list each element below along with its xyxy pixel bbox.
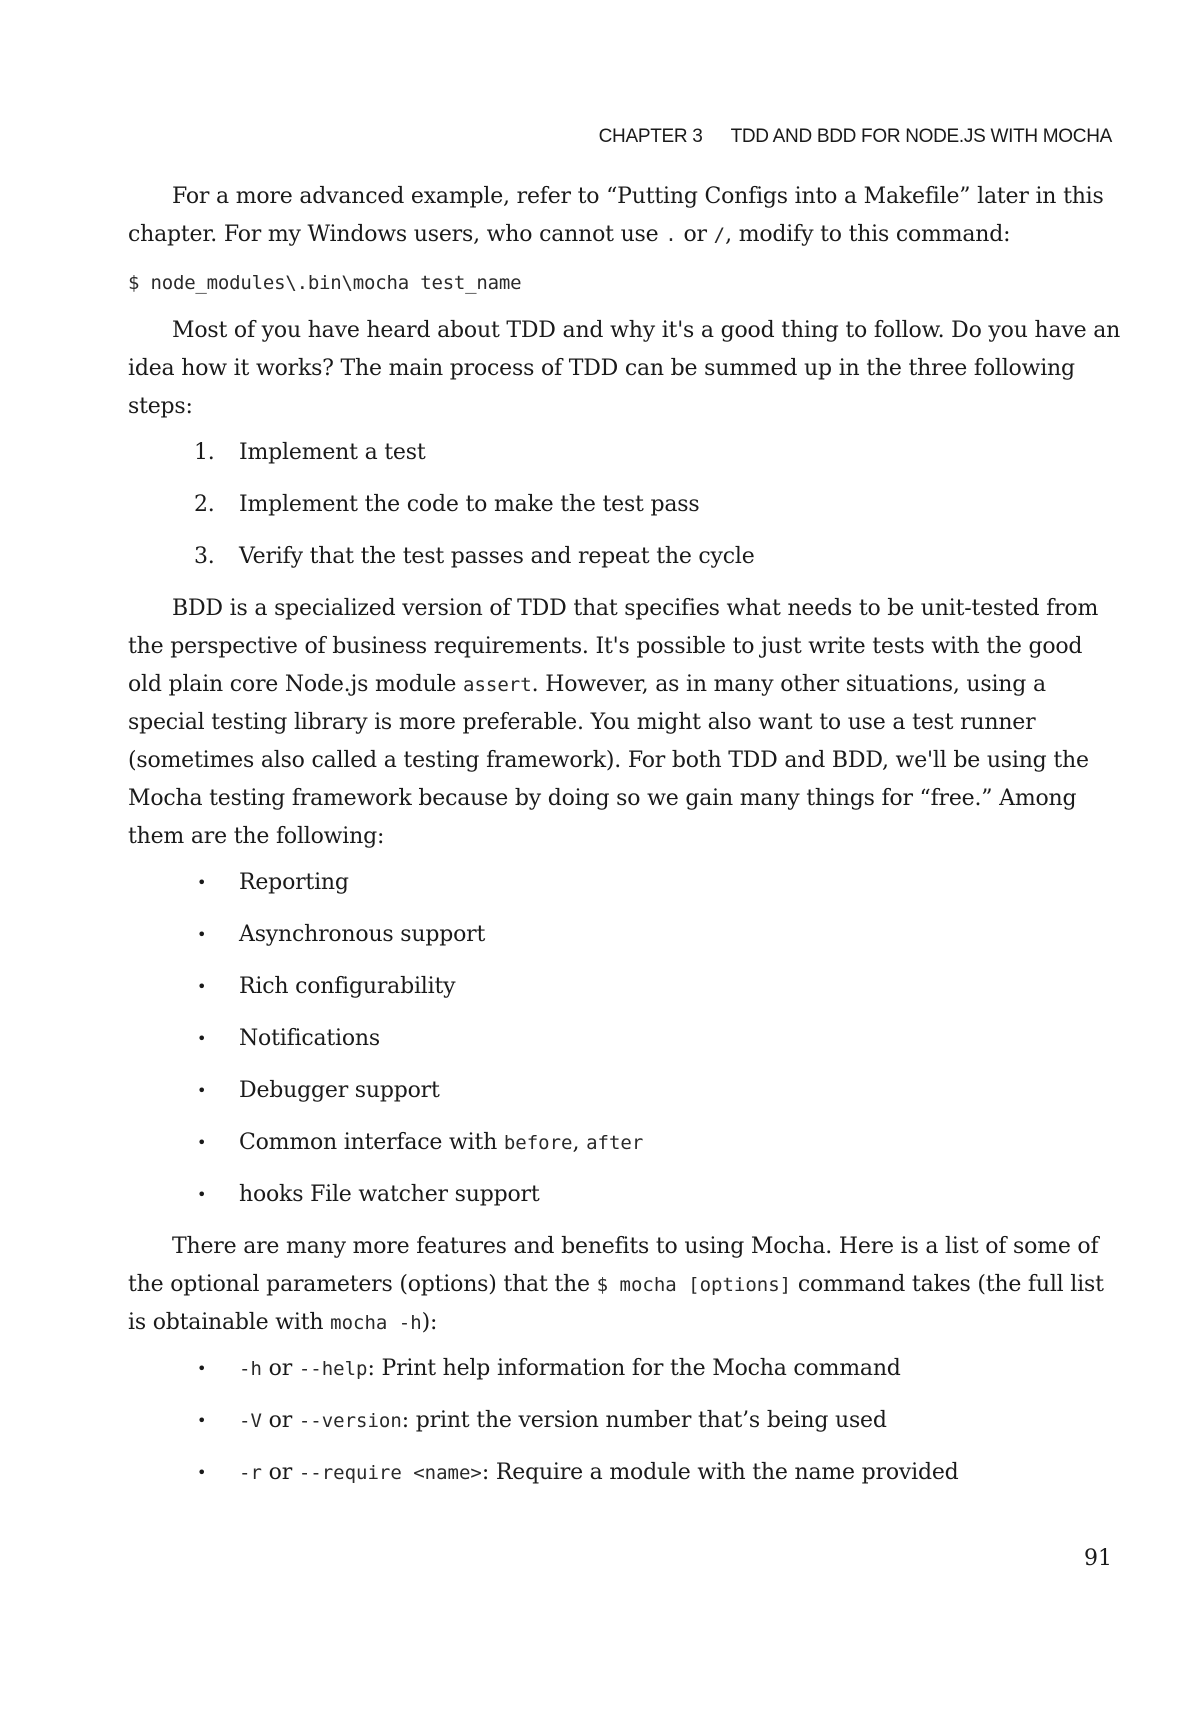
list-number: 1.: [194, 440, 215, 465]
bullet-icon: •: [197, 1081, 207, 1100]
paragraph-bdd: [128, 590, 1122, 856]
text-run: There are many more features and benefits to using Mocha. Here is a list of some of the optional parameters (options) that the: [128, 1234, 1099, 1297]
bullet-icon: •: [197, 925, 207, 944]
bullet-icon: •: [197, 873, 207, 892]
list-item: [128, 1176, 1122, 1214]
bullet-icon: •: [197, 1359, 207, 1378]
list-number: 3.: [194, 544, 215, 569]
paragraph-advanced-example: [128, 178, 1122, 254]
text-run: ,: [572, 1130, 587, 1155]
text-run: For a more advanced example, refer to “Putting Configs into a Makefile” later in this chapter. For my Windows users, who cannot use: [128, 184, 1104, 247]
paragraph-mocha-options: [128, 1228, 1122, 1342]
code-block-command: $ node_modules\.bin\mocha test_name: [128, 272, 522, 294]
text-run: , modify to this command:: [725, 222, 1011, 247]
inline-code: mocha -h: [330, 1312, 422, 1334]
text-run: or: [676, 222, 714, 247]
list-item: [128, 968, 1122, 1006]
inline-code: after: [586, 1132, 644, 1154]
inline-code: before: [503, 1132, 573, 1154]
bullet-icon: •: [197, 1411, 207, 1430]
inline-code: --require <name>: [298, 1462, 482, 1484]
bullet-icon: •: [197, 977, 207, 996]
inline-code: /: [713, 224, 726, 246]
inline-code: $ mocha [options]: [596, 1274, 792, 1296]
page-number: 91: [1084, 1546, 1112, 1571]
text-run: or: [261, 1408, 299, 1433]
inline-code: --help: [298, 1358, 368, 1380]
list-item-text: Reporting: [239, 870, 349, 895]
list-item: [128, 1454, 1122, 1492]
bullet-icon: •: [197, 1133, 207, 1152]
list-item-text: Debugger support: [239, 1078, 440, 1103]
inline-code: assert: [463, 674, 532, 696]
list-item: [128, 864, 1122, 902]
text-run: BDD is a specialized version of TDD that specifies what needs to be unit-tested from the perspective of business requirements. It's possible to just write tests with the good old plain core Node.js module: [128, 596, 1099, 697]
paragraph-tdd-intro: Most of you have heard about TDD and why it's a good thing to follow. Do you have an idea how it works? The main process of TDD can be summed up in the three following steps:: [128, 318, 1121, 419]
text-run: or: [261, 1460, 299, 1485]
list-item: [128, 1402, 1122, 1440]
bullet-icon: •: [197, 1029, 207, 1048]
inline-code: -r: [239, 1462, 262, 1484]
text-run: command takes (the full list is obtainable with: [128, 1272, 1104, 1335]
list-item: [128, 1020, 1122, 1058]
list-item: [128, 538, 1122, 576]
list-item-text: hooks File watcher support: [239, 1182, 540, 1207]
inline-code: --version: [298, 1410, 402, 1432]
text-run: . However, as in many other situations, using a special testing library is more preferable. You might also want to use a test runner (sometimes also called a testing framework). For both TDD and BDD, we'll be using the Mocha testing framework because by doing so we gain many things for “free.” Among them are the following:: [128, 672, 1089, 849]
running-header: [599, 126, 1112, 148]
bullet-icon: •: [197, 1185, 207, 1204]
inline-code: -V: [239, 1410, 262, 1432]
list-item: [128, 916, 1122, 954]
list-item: [128, 1072, 1122, 1110]
inline-code: -h: [239, 1358, 262, 1380]
text-run: : Print help information for the Mocha command: [367, 1356, 901, 1381]
list-item: [128, 1124, 1122, 1162]
list-item: [128, 486, 1122, 524]
list-item-text: Verify that the test passes and repeat the cycle: [239, 544, 755, 569]
bullet-icon: •: [197, 1463, 207, 1482]
list-item-text: Asynchronous support: [239, 922, 486, 947]
list-number: 2.: [194, 492, 215, 517]
inline-code: .: [665, 224, 677, 246]
text-run: : Require a module with the name provided: [481, 1460, 959, 1485]
list-item: [128, 1350, 1122, 1388]
text-run: Common interface with: [239, 1130, 504, 1155]
list-item-text: Rich configurability: [239, 974, 456, 999]
chapter-label: CHAPTER 3: [598, 126, 703, 147]
mocha-features-list: [128, 864, 1122, 1214]
text-run: ):: [421, 1310, 438, 1335]
page-content: [128, 178, 1122, 1506]
list-item: [128, 434, 1122, 472]
list-item-text: Notifications: [239, 1026, 380, 1051]
tdd-steps-list: [128, 434, 1122, 576]
text-run: : print the version number that’s being used: [401, 1408, 887, 1433]
list-item-text: Implement a test: [239, 440, 426, 465]
mocha-options-list: [128, 1350, 1122, 1492]
chapter-title: TDD AND BDD FOR NODE.JS WITH MOCHA: [730, 126, 1112, 147]
text-run: or: [261, 1356, 299, 1381]
list-item-text: Implement the code to make the test pass: [239, 492, 700, 517]
